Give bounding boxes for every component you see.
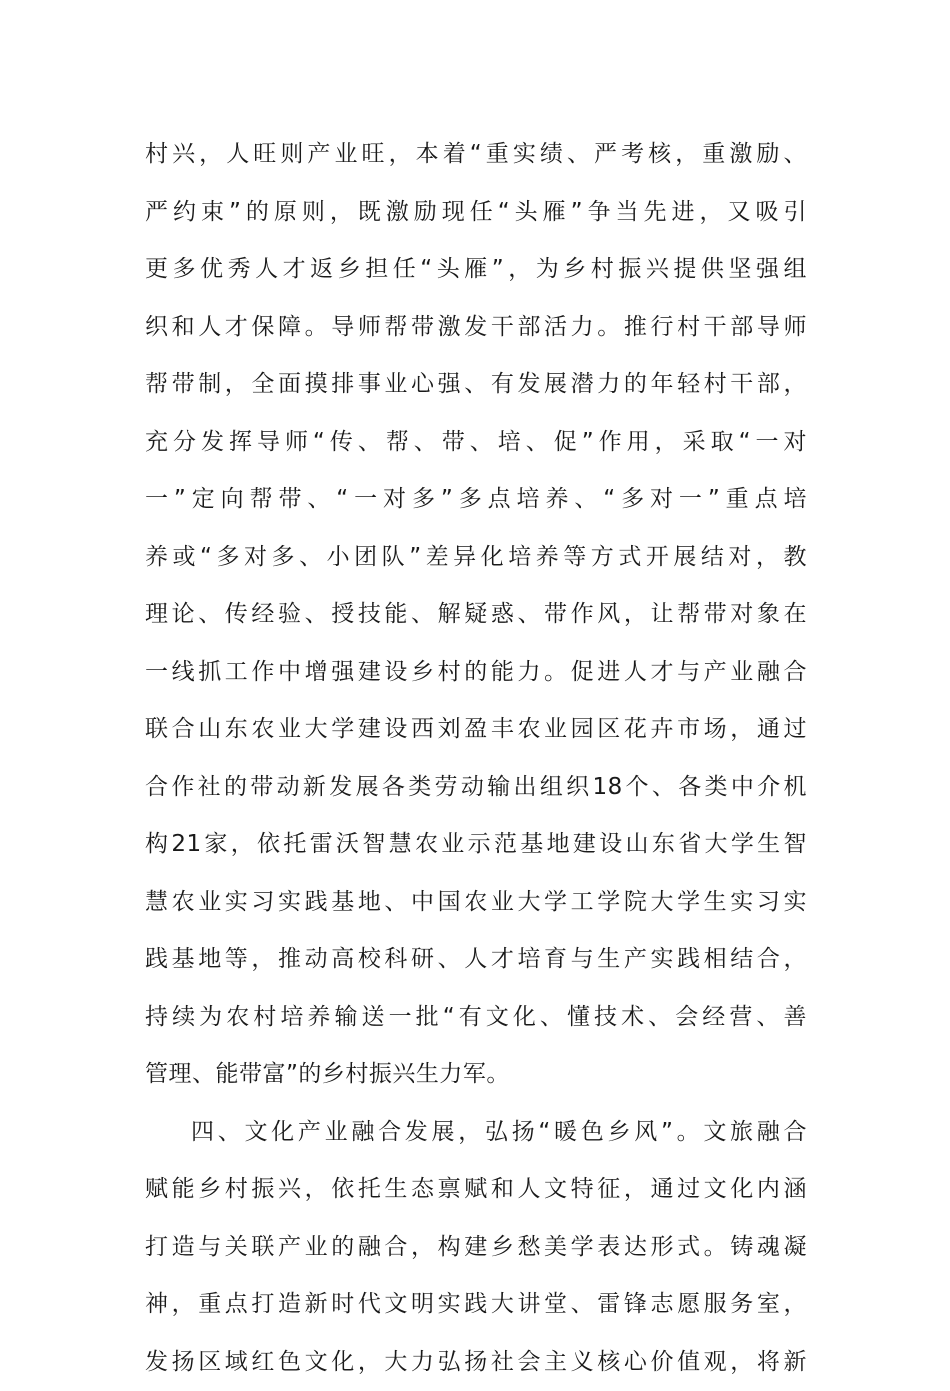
paragraph-1-line-4: 织和人才保障。导师帮带激发干部活力。推行村干部导师 [145, 299, 807, 357]
paragraph-2-line-1: 四、文化产业融合发展，弘扬“暖色乡风”。文旅融合 [145, 1104, 807, 1162]
paragraph-1-line-8: 养或“多对多、小团队”差异化培养等方式开展结对，教 [145, 529, 807, 587]
paragraph-2-line-5: 发扬区域红色文化，大力弘扬社会主义核心价值观，将新 [145, 1334, 807, 1391]
paragraph-1-line-2: 严约束”的原则，既激励现任“头雁”争当先进，又吸引 [145, 184, 807, 242]
paragraph-1-line-11: 联合山东农业大学建设西刘盈丰农业园区花卉市场，通过 [145, 701, 807, 759]
paragraph-1-line-12: 合作社的带动新发展各类劳动输出组织18个、各类中介机 [145, 759, 807, 817]
paragraph-1-line-17: 管理、能带富”的乡村振兴生力军。 [145, 1046, 807, 1104]
paragraph-1-line-14: 慧农业实习实践基地、中国农业大学工学院大学生实习实 [145, 874, 807, 932]
paragraph-2-line-4: 神，重点打造新时代文明实践大讲堂、雷锋志愿服务室， [145, 1276, 807, 1334]
paragraph-2-line-2: 赋能乡村振兴，依托生态禀赋和人文特征，通过文化内涵 [145, 1161, 807, 1219]
paragraph-1-line-9: 理论、传经验、授技能、解疑惑、带作风，让帮带对象在 [145, 586, 807, 644]
paragraph-1-line-7: 一”定向帮带、“一对多”多点培养、“多对一”重点培 [145, 471, 807, 529]
paragraph-1-line-3: 更多优秀人才返乡担任“头雁”，为乡村振兴提供坚强组 [145, 241, 807, 299]
paragraph-1-line-13: 构21家，依托雷沃智慧农业示范基地建设山东省大学生智 [145, 816, 807, 874]
paragraph-1-line-16: 持续为农村培养输送一批“有文化、懂技术、会经营、善 [145, 989, 807, 1047]
body-text [145, 126, 807, 1391]
paragraph-1-line-5: 帮带制，全面摸排事业心强、有发展潜力的年轻村干部， [145, 356, 807, 414]
paragraph-1-line-10: 一线抓工作中增强建设乡村的能力。促进人才与产业融合 [145, 644, 807, 702]
paragraph-1-line-6: 充分发挥导师“传、帮、带、培、促”作用，采取“一对 [145, 414, 807, 472]
paragraph-1-line-15: 践基地等，推动高校科研、人才培育与生产实践相结合， [145, 931, 807, 989]
paragraph-2-line-3: 打造与关联产业的融合，构建乡愁美学表达形式。铸魂凝 [145, 1219, 807, 1277]
paragraph-1-line-1: 村兴，人旺则产业旺，本着“重实绩、严考核，重激励、 [145, 126, 807, 184]
